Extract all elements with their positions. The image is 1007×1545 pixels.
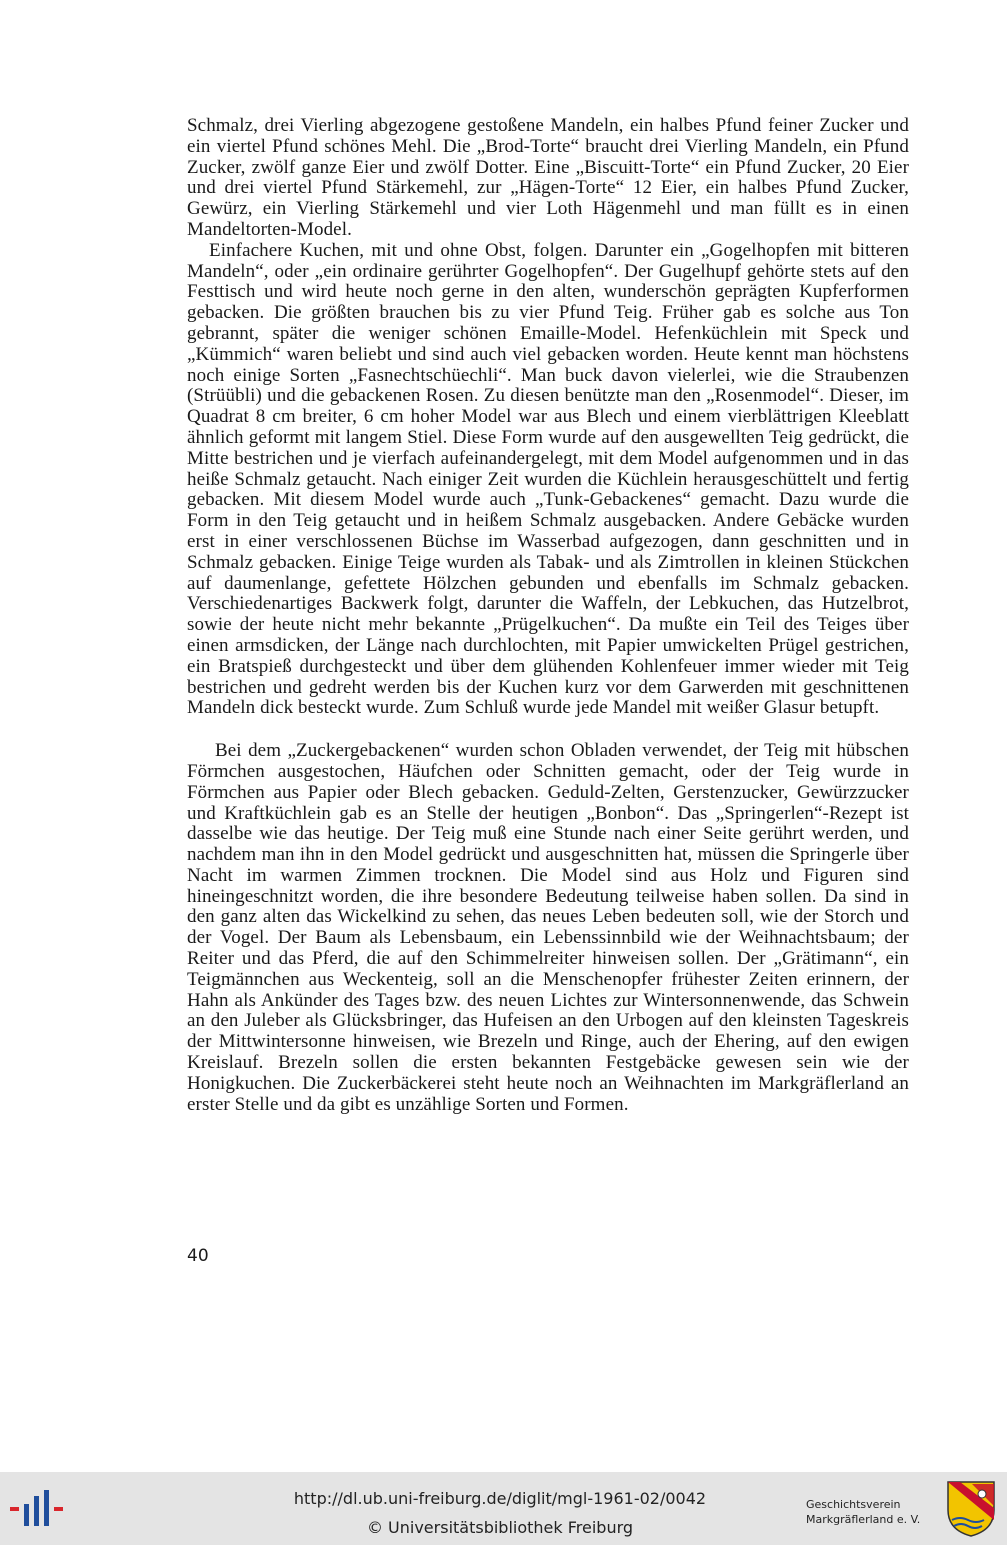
paragraph: Bei dem „Zuckergebackenen“ wurden schon Obladen verwendet, der Teig mit hübschen Förmchen ausgestochen, Häufchen oder Schnitten gemacht, oder der Teig wurde in Förmchen aus Papier oder Blech gebacken. Geduld-Zelten, Gerstenzucker, Gewürzzucker und Kraftküchlein gab es an Stelle der heutigen „Bonbon“. Das „Springerlen“-Rezept ist dasselbe wie das heutige. Der Teig muß eine Stunde nach einer Seite gerührt werden, und nachdem man ihn in den Model gedrückt und ausgeschnitten hat, müssen die Springerle über Nacht im warmen Zimmen trocknen. Die Model sind aus Holz und Figuren sind hineingeschnitzt worden, die ihre besondere Bedeutung teilweise haben sollen. Da sind in den ganz alten das Wickelkind zu sehen, das neues Leben bedeuten soll, wie der Storch und der Vogel. Der Baum als Lebensbaum, ein Lebenssinnbild wie der Weihnachtsbaum; der Reiter und das Pferd, die auf den Schimmelreiter hinweisen sollen. Der „Grätimann“, ein Teigmännchen aus Weckenteig, soll an die Menschenopfer frühester Zeiten erinnern, der Hahn als Ankünder des Tages bzw. des neuen Lichtes zur Wintersonnenwende, das Schwein an den Juleber als Glücksbringer, das Hufeisen an den Urbogen auf den kleinsten Tageskreis der Mittwintersonne hinweisen, wie Brezeln und Ringe, auch der Ehering, auf den ewigen Kreislauf. Brezeln sollen die ersten bekannten Festgebäcke gewesen sein wie der Honigkuchen. Die Zuckerbäckerei steht heute noch an Weihnachten im Markgräflerland an erster Stelle und da gibt es unzählige Sorten und Formen. [187, 740, 909, 1115]
society-line: Markgräflerland e. V. [806, 1513, 921, 1526]
library-logo-icon [10, 1490, 66, 1530]
page-number: 40 [187, 1246, 209, 1266]
society-name [806, 1497, 946, 1527]
body-text [187, 116, 909, 1115]
footer-url-link[interactable]: http://dl.ub.uni-freiburg.de/diglit/mgl-1961-02/0042 [293, 1489, 707, 1508]
coat-of-arms-icon [946, 1480, 996, 1538]
paragraph: Schmalz, drei Vierling abgezogene gestoßene Mandeln, ein halbes Pfund feiner Zucker und ein viertel Pfund schönes Mehl. Die „Brod-Torte“ braucht drei Vierling Mandeln, ein Pfund Zucker, zwölf ganze Eier und zwölf Dotter. Eine „Biscuitt-Torte“ ein Pfund Zucker, 20 Eier und drei viertel Pfund Stärkemehl, zur „Hägen-Torte“ 12 Eier, ein halbes Pfund Zucker, Gewürz, ein Vierling Stärkemehl und vier Loth Hägenmehl und man füllt es in einen Mandeltorten-Model. [187, 115, 909, 240]
footer-copyright: © Universitätsbibliothek Freiburg [366, 1518, 634, 1537]
society-line: Geschichtsverein [806, 1498, 901, 1511]
footer-bar [0, 1472, 1007, 1545]
paragraph: Einfachere Kuchen, mit und ohne Obst, folgen. Darunter ein „Gogelhopfen mit bitteren Mandeln“, oder „ein ordinaire gerührter Gogelhopfen“. Der Gugelhupf gehörte stets auf den Festtisch und wird heute noch gerne in den alten, wunderschön geprägten Kupferformen gebacken. Die größten brauchen bis zu vier Pfund Teig. Früher gab es solche aus Ton gebrannt, später die weniger schönen Emaille-Model. Hefenküchlein mit Speck und „Kümmich“ waren beliebt und sind auch viel gebacken worden. Heute kennt man höchstens noch einige Sorten „Fasnechtschüechli“. Man buck davon vielerlei, wie die Straubenzen (Strüübli) und die gebackenen Rosen. Zu diesen benützte man den „Rosenmodel“. Dieser, im Quadrat 8 cm breiter, 6 cm hoher Model war aus Blech und einem vierblättrigen Kleeblatt ähnlich geformt mit langem Stiel. Diese Form wurde auf den ausgewellten Teig gedrückt, die Mitte bestrichen und je vierfach aufeinandergelegt, mit dem Model aufgenommen und in das heiße Schmalz getaucht. Nach einiger Zeit wurden die Küchlein herausgeschüttelt und fertig gebacken. Mit diesem Model wurde auch „Tunk-Gebackenes“ gemacht. Dazu wurde die Form in den Teig getaucht und in heißem Schmalz ausgebacken. Andere Gebäcke wurden erst in einer verschlossenen Büchse im Wasserbad aufgezogen, dann geschnitten und in Schmalz gebacken. Einige Teige wurden als Tabak- und als Zimtrollen in kleinen Stückchen auf daumenlange, gefettete Hölzchen gebunden und ebenfalls im Schmalz gebacken. Verschiedenartiges Backwerk folgt, darunter die Waffeln, der Lebkuchen, das Hutzelbrot, sowie der heute nicht mehr bekannte „Prügelkuchen“. Da mußte ein Teil des Teiges über einen armsdicken, der Länge nach durchlochten, mit Papier umwickelten Prügel gestrichen, ein Bratspieß durchgesteckt und über dem glühenden Kohlenfeuer immer wieder mit Teig bestrichen und gedreht werden bis der Kuchen kurz vor dem Garwerden mit geschnittenen Mandeln dick besteckt wurde. Zum Schluß wurde jede Mandel mit weißer Glasur betupft. [187, 239, 909, 719]
